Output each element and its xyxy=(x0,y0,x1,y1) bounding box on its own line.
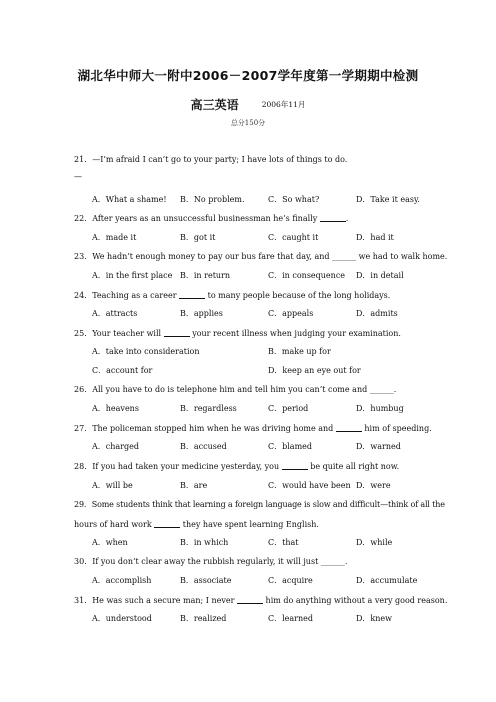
q29-option-c[interactable]: C．that xyxy=(268,538,299,547)
q28-option-a[interactable]: A．will be xyxy=(92,481,133,490)
q23-option-b[interactable]: B．in return xyxy=(180,271,231,280)
question-28: 28．If you had taken your medicine yesterday, you be quite all right now. xyxy=(74,462,400,471)
q27-option-c[interactable]: C．blamed xyxy=(268,442,313,451)
q22-option-c[interactable]: C．caught it xyxy=(268,233,319,242)
question-29-continued: hours of hard work they have spent learning English. xyxy=(74,520,319,529)
q28-option-b[interactable]: B．are xyxy=(180,481,208,490)
exam-date: 2006年11月 xyxy=(261,100,306,109)
question-22: 22．After years as an unsuccessful businessman he’s finally . xyxy=(74,214,349,223)
subtitle-row xyxy=(0,94,496,113)
answer-blank xyxy=(154,519,180,528)
q24-option-b[interactable]: B．applies xyxy=(180,309,223,318)
q29-option-d[interactable]: D．while xyxy=(356,538,393,547)
q22-option-b[interactable]: B．got it xyxy=(180,233,216,242)
q22-option-a[interactable]: A．made it xyxy=(92,233,137,242)
q23-option-d[interactable]: D．in detail xyxy=(356,271,404,280)
question-25: 25．Your teacher will your recent illness when judging your examination. xyxy=(74,329,401,338)
exam-subject: 高三英语 xyxy=(190,98,239,112)
question-24: 24．Teaching as a career to many people because of the long holidays. xyxy=(74,291,391,300)
q21-option-b[interactable]: B．No problem. xyxy=(180,195,245,204)
q23-option-a[interactable]: A．in the first place xyxy=(92,271,173,280)
question-21-response: — xyxy=(74,172,82,181)
answer-blank xyxy=(237,595,263,604)
q25-option-b[interactable]: B．make up for xyxy=(268,347,331,356)
question-27: 27．The policeman stopped him when he was driving home and him of speeding. xyxy=(74,424,432,433)
question-29: 29．Some students think that learning a foreign language is slow and difficult—think of all the xyxy=(74,500,445,509)
question-31: 31．He was such a secure man; I never him do anything without a very good reason. xyxy=(74,596,448,605)
q24-option-a[interactable]: A．attracts xyxy=(92,309,138,318)
q30-option-a[interactable]: A．accomplish xyxy=(92,576,152,585)
q21-option-a[interactable]: A．What a shame! xyxy=(92,195,167,204)
question-30: 30．If you don’t clear away the rubbish regularly, it will just ______. xyxy=(74,557,348,566)
q30-option-d[interactable]: D．accumulate xyxy=(356,576,418,585)
q27-option-b[interactable]: B．accused xyxy=(180,442,227,451)
answer-blank xyxy=(164,328,190,337)
q21-option-c[interactable]: C．So what? xyxy=(268,195,320,204)
question-21: 21．—I’m afraid I can’t go to your party; I have lots of things to do. xyxy=(74,155,348,164)
q23-option-c[interactable]: C．in consequence xyxy=(268,271,346,280)
q29-option-b[interactable]: B．in which xyxy=(180,538,229,547)
q26-option-b[interactable]: B．regardless xyxy=(180,404,237,413)
q25-option-a[interactable]: A．take into consideration xyxy=(92,347,200,356)
total-score: 总分150分 xyxy=(230,119,266,127)
q22-option-d[interactable]: D．had it xyxy=(356,233,394,242)
q26-option-d[interactable]: D．humbug xyxy=(356,404,404,413)
question-26: 26．All you have to do is telephone him and tell him you can’t come and ______. xyxy=(74,385,397,394)
q28-option-d[interactable]: D．were xyxy=(356,481,391,490)
answer-blank xyxy=(336,423,362,432)
q24-option-c[interactable]: C．appeals xyxy=(268,309,314,318)
q26-option-c[interactable]: C．period xyxy=(268,404,309,413)
q31-option-c[interactable]: C．learned xyxy=(268,614,314,623)
q27-option-a[interactable]: A．charged xyxy=(92,442,139,451)
answer-blank xyxy=(282,461,308,470)
q31-option-b[interactable]: B．realized xyxy=(180,614,227,623)
q25-option-c[interactable]: C．account for xyxy=(92,366,153,375)
q30-option-c[interactable]: C．acquire xyxy=(268,576,313,585)
exam-title: 湖北华中师大一附中2006－2007学年度第一学期期中检测 xyxy=(77,68,419,83)
q21-option-d[interactable]: D．Take it easy. xyxy=(356,195,420,204)
q26-option-a[interactable]: A．heavens xyxy=(92,404,139,413)
q31-option-a[interactable]: A．understood xyxy=(92,614,152,623)
q28-option-c[interactable]: C．would have been xyxy=(268,481,351,490)
answer-blank xyxy=(179,290,205,299)
q27-option-d[interactable]: D．warned xyxy=(356,442,401,451)
q31-option-d[interactable]: D．knew xyxy=(356,614,392,623)
question-23: 23．We hadn’t enough money to pay our bus fare that day, and ______ we had to walk home. xyxy=(74,252,448,261)
q29-option-a[interactable]: A．when xyxy=(92,538,128,547)
q30-option-b[interactable]: B．associate xyxy=(180,576,232,585)
answer-blank xyxy=(320,213,346,222)
q24-option-d[interactable]: D．admits xyxy=(356,309,398,318)
q25-option-d[interactable]: D．keep an eye out for xyxy=(268,366,361,375)
